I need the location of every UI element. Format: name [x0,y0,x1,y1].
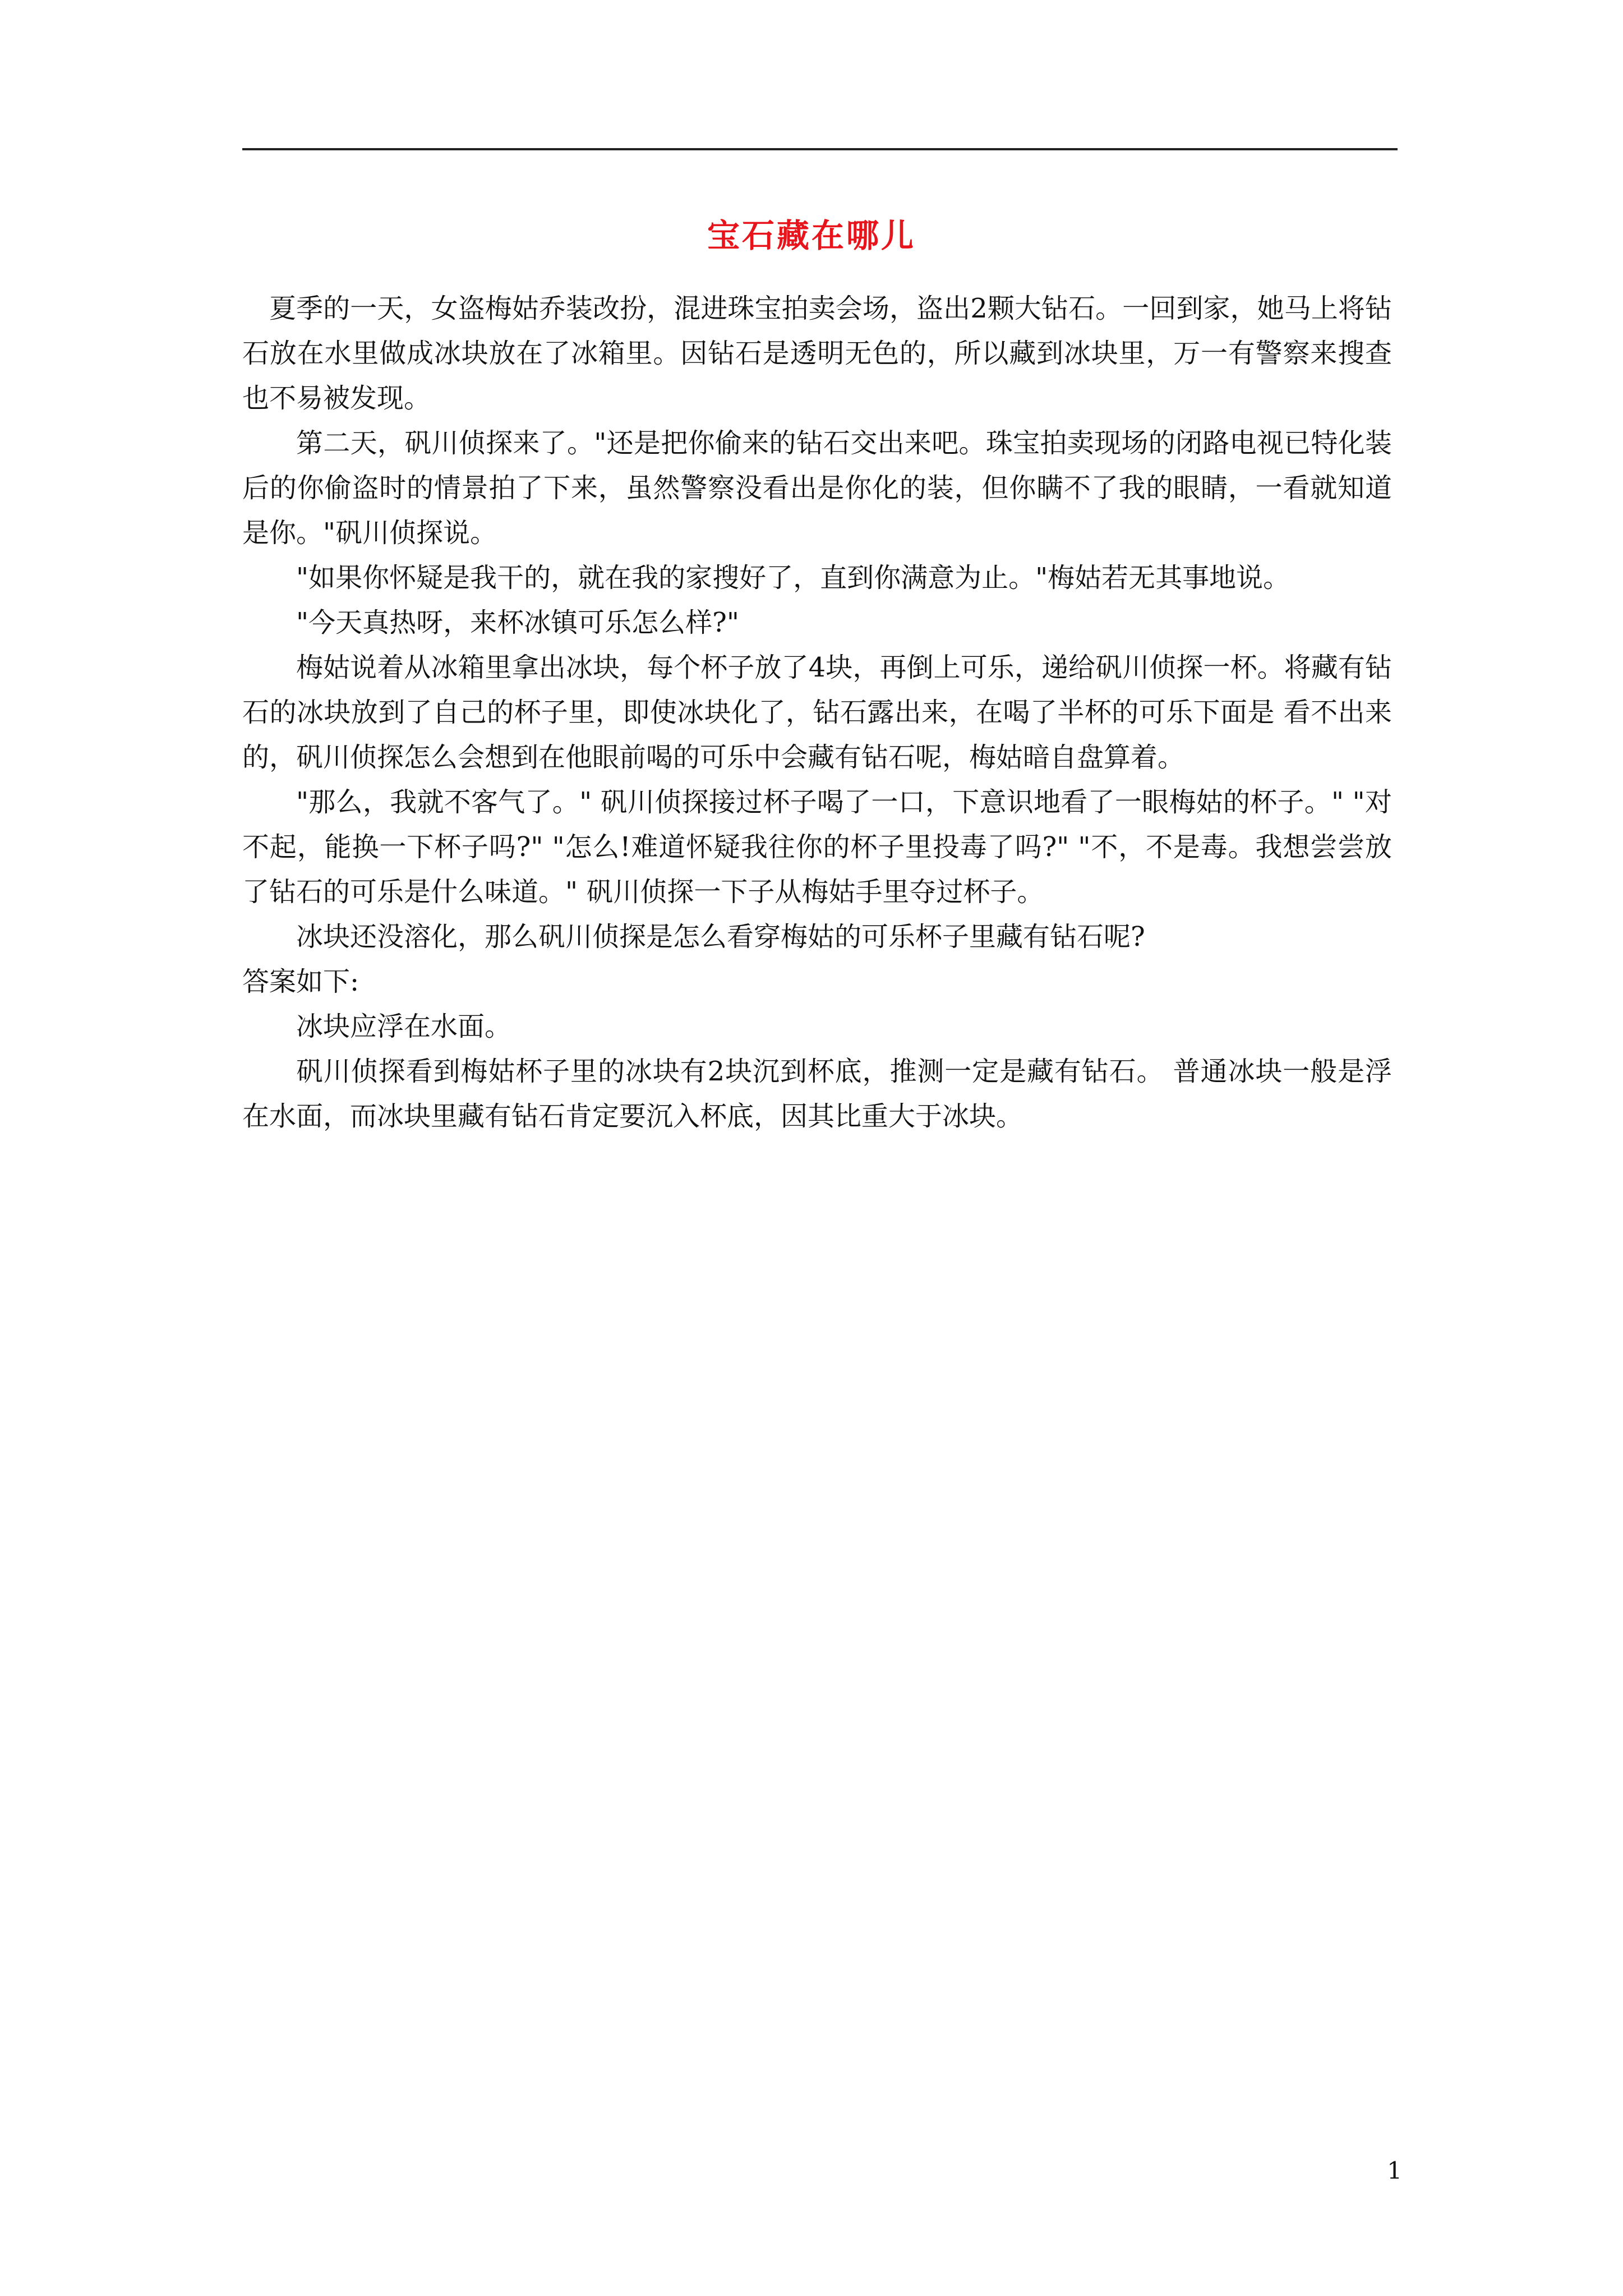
paragraph: 冰块应浮在水面。 [296,1011,512,1042]
document-title: 宝石藏在哪儿 [707,217,916,255]
paragraph: "那么，我就不客气了。" 矾川侦探接过杯子喝了一口，下意识地看了一眼梅姑的杯子。" "对不起，能换一下杯子吗?" "怎么!难道怀疑我往你的杯子里投毒了吗?" "不，不是毒。我想尝尝放了钻石的可乐是什么味道。" 矾川侦探一下子从梅姑手里夺过杯子。 [242,786,1392,908]
page-number: 1 [1387,2157,1402,2184]
answer-heading: 答案如下: [242,966,359,997]
paragraph: 冰块还没溶化，那么矾川侦探是怎么看穿梅姑的可乐杯子里藏有钻石呢? [296,921,1145,953]
paragraph: 夏季的一天，女盗梅姑乔装改扮，混进珠宝拍卖会场，盗出2颗大钻石。一回到家，她马上将钻石放在水里做成冰块放在了冰箱里。因钻石是透明无色的，所以藏到冰块里，万一有警察来搜查也不易被发现。 [242,293,1392,414]
document-body [242,286,1392,1139]
paragraph: 梅姑说着从冰箱里拿出冰块，每个杯子放了4块，再倒上可乐，递给矾川侦探一杯。将藏有钻石的冰块放到了自己的杯子里，即使冰块化了，钻石露出来，在喝了半杯的可乐下面是 看不出来的，矾川侦探怎么会想到在他眼前喝的可乐中会藏有钻石呢，梅姑暗自盘算着。 [242,652,1392,773]
paragraph: 第二天，矾川侦探来了。"还是把你偷来的钻石交出来吧。珠宝拍卖现场的闭路电视已特化装后的你偷盗时的情景拍了下来，虽然警察没看出是你化的装，但你瞒不了我的眼睛，一看就知道是你。"矾川侦探说。 [242,427,1392,549]
paragraph: "如果你怀疑是我干的，就在我的家搜好了，直到你满意为止。"梅姑若无其事地说。 [296,562,1290,593]
header-rule [242,148,1398,150]
paragraph: 矾川侦探看到梅姑杯子里的冰块有2块沉到杯底，推测一定是藏有钻石。 普通冰块一般是浮在水面，而冰块里藏有钻石肯定要沉入杯底，因其比重大于冰块。 [242,1056,1392,1132]
paragraph: "今天真热呀，来杯冰镇可乐怎么样?" [296,607,739,638]
